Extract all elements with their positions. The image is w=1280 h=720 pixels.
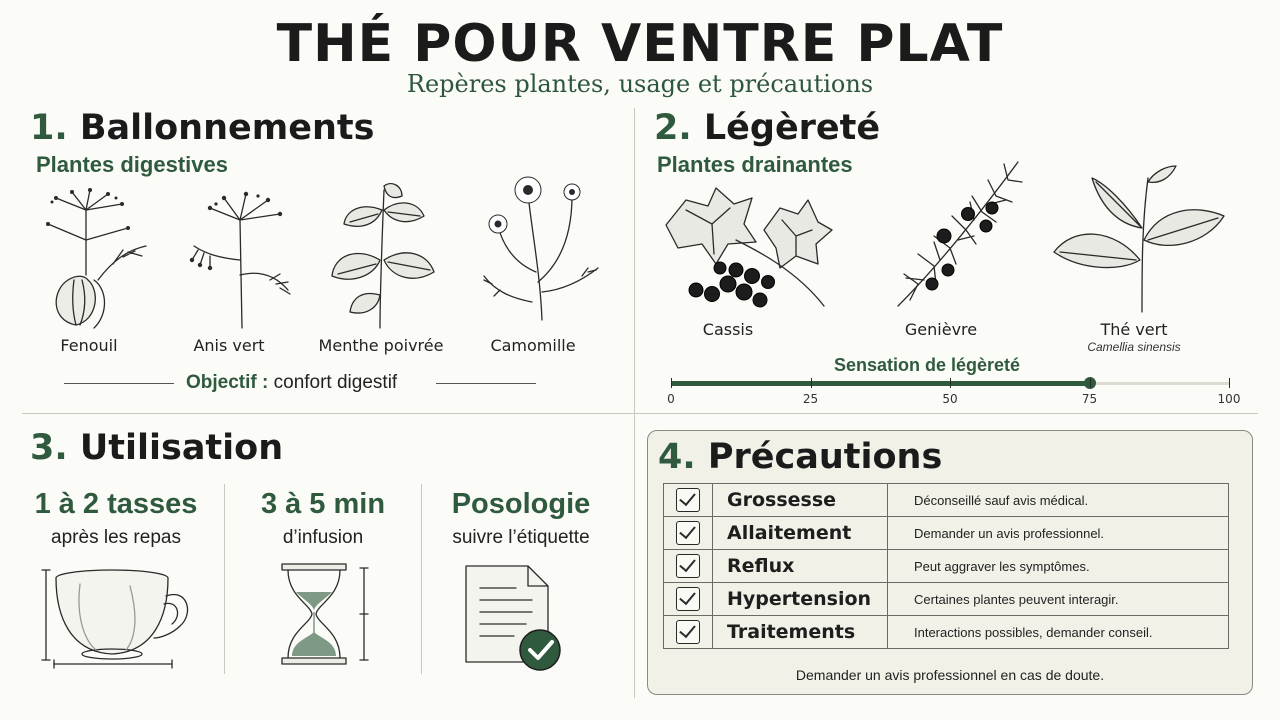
section1-title-text: Ballonnements bbox=[79, 108, 375, 148]
section4-number: 4. bbox=[658, 437, 696, 477]
checkbox-checked[interactable] bbox=[676, 554, 700, 578]
precaution-condition: Grossesse bbox=[713, 484, 888, 517]
plant-label-green-tea: Thé vert bbox=[1100, 320, 1168, 339]
plant-label-anise: Anis vert bbox=[193, 336, 265, 355]
vertical-divider bbox=[634, 108, 635, 698]
scale-tick-mark bbox=[1090, 378, 1091, 388]
scale-tick-mark bbox=[671, 378, 672, 388]
plant-label-blackcurrant: Cassis bbox=[702, 320, 754, 339]
green-tea-icon bbox=[1050, 164, 1230, 314]
usage-infusion-detail: d’infusion bbox=[282, 527, 364, 548]
usage-infusion: 3 à 5 min bbox=[260, 488, 386, 520]
table-row bbox=[664, 616, 1229, 649]
plant-label-fennel: Fenouil bbox=[60, 336, 118, 355]
section1-title bbox=[30, 108, 374, 148]
scale-tick-mark bbox=[950, 378, 951, 388]
peppermint-icon bbox=[322, 180, 442, 330]
precaution-condition: Traitements bbox=[713, 616, 888, 649]
lightness-scale-label: Sensation de légèreté bbox=[834, 355, 1021, 375]
checkbox-checked[interactable] bbox=[676, 620, 700, 644]
precaution-note: Interactions possibles, demander conseil. bbox=[888, 616, 1229, 649]
table-row bbox=[664, 550, 1229, 583]
scale-tick-label: 50 bbox=[942, 392, 958, 406]
precaution-note: Déconseillé sauf avis médical. bbox=[888, 484, 1229, 517]
section2-title-text: Légèreté bbox=[703, 108, 881, 148]
checkbox-checked[interactable] bbox=[676, 521, 700, 545]
objective-label: Objectif : bbox=[186, 372, 269, 393]
section4-title-text: Précautions bbox=[707, 437, 943, 477]
document-check-icon bbox=[462, 562, 572, 674]
page-subtitle: Repères plantes, usage et précautions bbox=[406, 70, 874, 98]
scale-tick-mark bbox=[1229, 378, 1230, 388]
precautions-panel bbox=[647, 430, 1253, 695]
anise-icon bbox=[180, 180, 305, 330]
precaution-condition: Allaitement bbox=[713, 517, 888, 550]
objective-line-right bbox=[436, 383, 536, 384]
section2-number: 2. bbox=[654, 108, 692, 148]
scale-tick-label: 25 bbox=[802, 392, 819, 406]
teacup-icon bbox=[40, 566, 190, 668]
lightness-scale-fill bbox=[671, 381, 1090, 386]
blackcurrant-icon bbox=[656, 180, 836, 315]
usage-divider-1 bbox=[224, 484, 225, 674]
usage-dosage-detail: suivre l’étiquette bbox=[452, 527, 590, 548]
checkbox-checked[interactable] bbox=[676, 488, 700, 512]
plant-label-chamomile: Camomille bbox=[490, 336, 576, 355]
scale-tick-label: 100 bbox=[1217, 392, 1241, 406]
plant-label-juniper: Genièvre bbox=[904, 320, 978, 339]
section4-title bbox=[658, 437, 942, 477]
usage-divider-2 bbox=[421, 484, 422, 674]
usage-dosage: Posologie bbox=[451, 488, 591, 520]
scale-tick-label: 0 bbox=[667, 392, 675, 406]
section3-title-text: Utilisation bbox=[79, 428, 284, 468]
precaution-note: Demander un avis professionnel. bbox=[888, 517, 1229, 550]
checkbox-checked[interactable] bbox=[676, 587, 700, 611]
hourglass-icon bbox=[278, 562, 378, 668]
section1-subtitle: Plantes digestives bbox=[36, 152, 228, 177]
objective-value: confort digestif bbox=[273, 372, 398, 393]
fennel-icon bbox=[28, 180, 158, 330]
precaution-note: Peut aggraver les symptômes. bbox=[888, 550, 1229, 583]
precaution-note: Certaines plantes peuvent interagir. bbox=[888, 583, 1229, 616]
section3-title bbox=[30, 428, 283, 468]
precautions-table bbox=[663, 483, 1229, 649]
objective-line-left bbox=[64, 383, 174, 384]
horizontal-divider bbox=[22, 413, 1258, 414]
section3-number: 3. bbox=[30, 428, 68, 468]
scale-tick-mark bbox=[811, 378, 812, 388]
page-title: THÉ POUR VENTRE PLAT bbox=[276, 14, 1004, 74]
juniper-icon bbox=[888, 156, 1028, 316]
precaution-condition: Reflux bbox=[713, 550, 888, 583]
plant-label-peppermint: Menthe poivrée bbox=[318, 336, 444, 355]
usage-cups-detail: après les repas bbox=[51, 527, 181, 548]
section1-number: 1. bbox=[30, 108, 68, 148]
usage-cups: 1 à 2 tasses bbox=[34, 488, 198, 520]
plant-latin-name: Camellia sinensis bbox=[1087, 340, 1181, 354]
table-row bbox=[664, 484, 1229, 517]
section2-subtitle: Plantes drainantes bbox=[657, 152, 853, 177]
scale-tick-label: 75 bbox=[1081, 392, 1098, 406]
chamomile-icon bbox=[472, 172, 612, 322]
table-row bbox=[664, 583, 1229, 616]
section2-title bbox=[654, 108, 880, 148]
table-row bbox=[664, 517, 1229, 550]
objective bbox=[186, 372, 397, 394]
precaution-condition: Hypertension bbox=[713, 583, 888, 616]
precautions-footer: Demander un avis professionnel en cas de doute. bbox=[795, 667, 1105, 683]
